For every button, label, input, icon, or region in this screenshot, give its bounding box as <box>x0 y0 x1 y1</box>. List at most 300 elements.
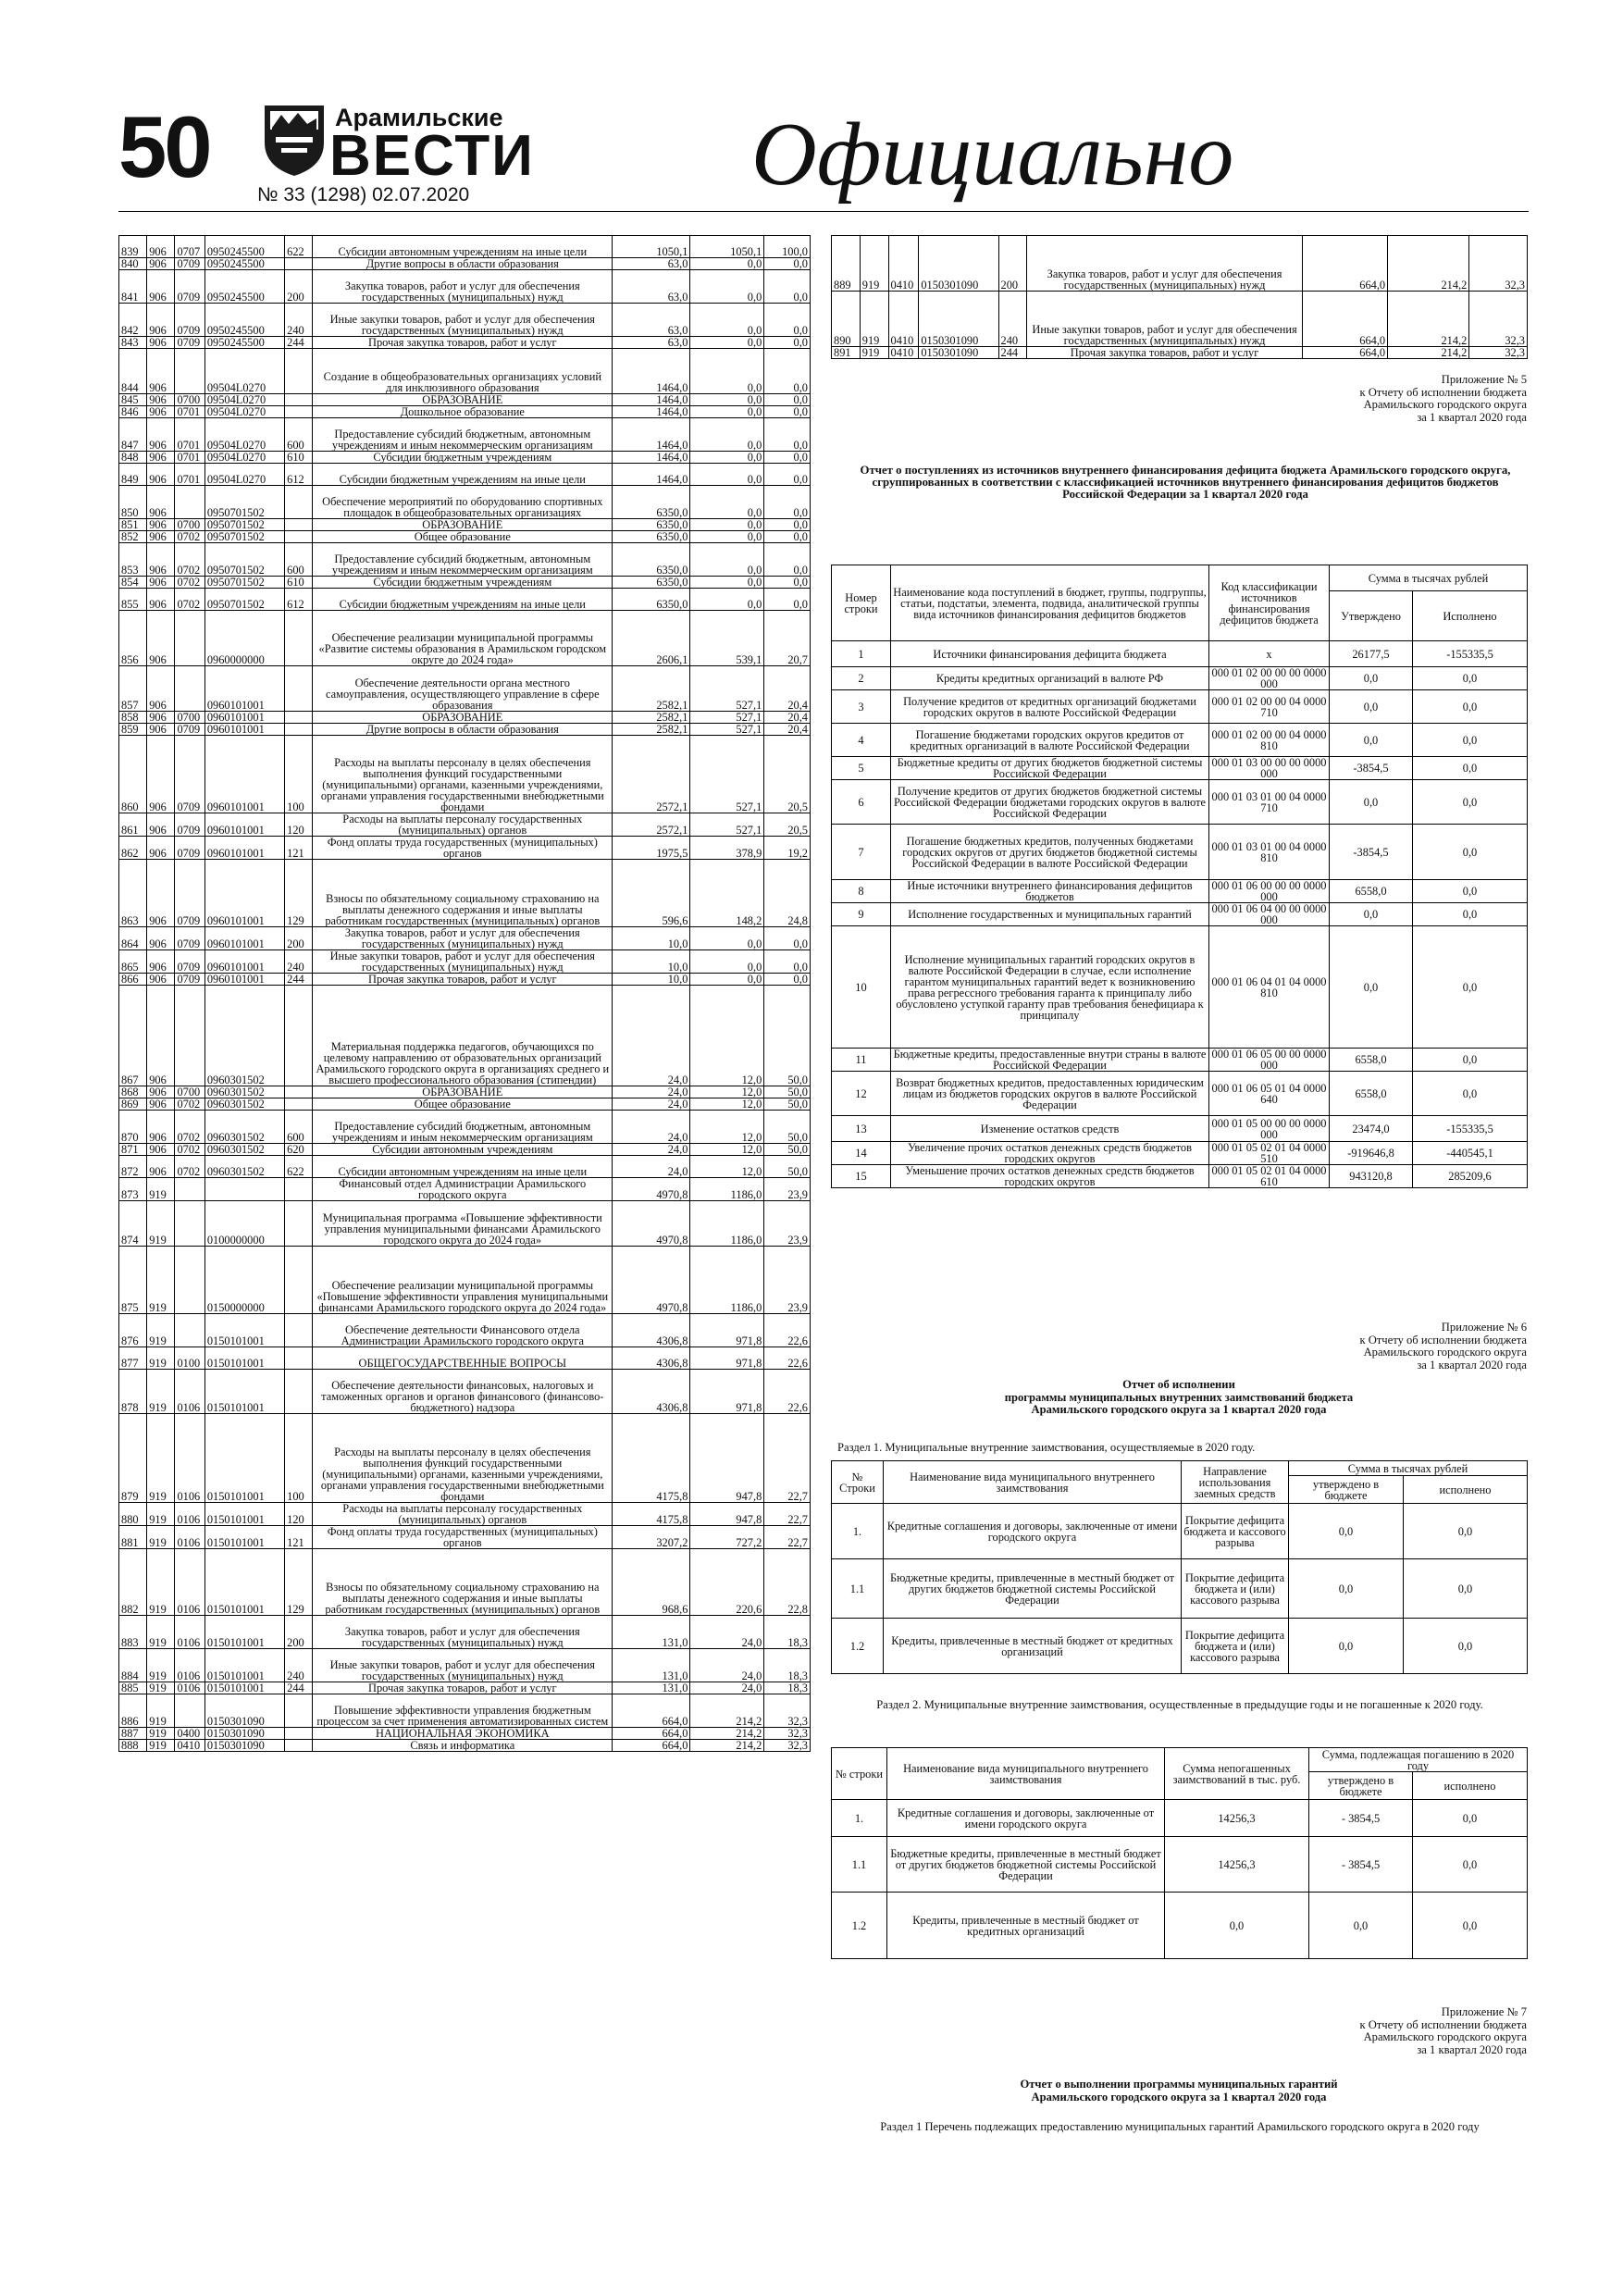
cell-col-7: 24,0 <box>690 1682 764 1694</box>
cell-col-2: 0702 <box>175 1156 204 1178</box>
cell-col-0: 860 <box>119 736 147 813</box>
cell-col-3: 0150301090 <box>919 347 998 359</box>
expenditure-row <box>119 1728 811 1740</box>
cell-col-8: 0,0 <box>764 464 811 486</box>
cell-col-5: Фонд оплаты труда государственных (муниципальных) органов <box>313 837 613 860</box>
cell-col-3: 09504L0270 <box>204 394 284 406</box>
expenditure-row <box>119 1314 811 1347</box>
cell-col-4: 244 <box>285 1682 313 1694</box>
cell-col-3: 0950701502 <box>204 531 284 543</box>
expenditure-row <box>119 611 811 666</box>
cell-col-1: 906 <box>147 577 175 589</box>
cell-col-6: 2572,1 <box>613 813 690 837</box>
cell-col-2: 000 01 02 00 00 00 0000 000 <box>1209 667 1330 690</box>
cell-col-2: 0702 <box>175 589 204 611</box>
expenditure-row <box>119 270 811 304</box>
cell-col-8: 18,3 <box>764 1616 811 1649</box>
expenditure-row <box>119 927 811 950</box>
cell-col-3: 0960101001 <box>204 974 284 986</box>
expenditure-row <box>832 292 1528 347</box>
cell-col-1: 906 <box>147 394 175 406</box>
annex-5-table <box>831 565 1528 1188</box>
cell-col-5: Расходы на выплаты персоналу государственных (муниципальных) органов <box>313 1503 613 1526</box>
cell-col-4: 610 <box>285 452 313 464</box>
cell-col-5: Закупка товаров, работ и услуг для обеспечения государственных (муниципальных) нужд <box>313 1616 613 1649</box>
cell-col-0: 866 <box>119 974 147 986</box>
cell-col-3: 0,0 <box>1289 1559 1404 1619</box>
cell-col-6: 131,0 <box>613 1649 690 1682</box>
cell-col-2: 0707 <box>175 236 204 258</box>
cell-col-5: Закупка товаров, работ и услуг для обеспечения государственных (муниципальных) нужд <box>313 927 613 950</box>
cell-col-4: 240 <box>285 950 313 974</box>
cell-col-0: 1.2 <box>832 1619 884 1674</box>
cell-col-2: 000 01 03 01 00 04 0000 810 <box>1209 825 1330 880</box>
annex-7-title-1: Отчет о выполнении программы муниципальных гарантий <box>1020 2078 1338 2091</box>
cell-col-7: 378,9 <box>690 837 764 860</box>
cell-col-4 <box>285 406 313 418</box>
cell-col-7: 0,0 <box>690 349 764 394</box>
cell-col-1: 906 <box>147 464 175 486</box>
col-header-name: Наименование кода поступлений в бюджет, группы, подгруппы, статьи, подстатьи, элемента, подвида, аналитической группы вида источников финансирования дефицитов бюджетов <box>891 565 1209 641</box>
expenditure-row <box>119 986 811 1086</box>
t1-header-num: № Строки <box>832 1461 884 1504</box>
cell-col-0: 878 <box>119 1370 147 1414</box>
cell-col-2: 000 01 02 00 00 04 0000 710 <box>1209 690 1330 724</box>
cell-col-6: 1464,0 <box>613 406 690 418</box>
cell-col-4: 0,0 <box>1413 903 1528 926</box>
cell-col-6: 664,0 <box>613 1694 690 1728</box>
cell-col-2: 0106 <box>175 1526 204 1549</box>
annex-7-line-1: Приложение № 7 <box>1441 2005 1527 2018</box>
cell-col-2: 000 01 06 04 00 00 0000 000 <box>1209 903 1330 926</box>
cell-col-3: 0150101001 <box>204 1616 284 1649</box>
cell-col-0: 884 <box>119 1649 147 1682</box>
cell-col-7: 0,0 <box>690 394 764 406</box>
cell-col-4: 200 <box>285 270 313 304</box>
cell-col-1: Уменьшение прочих остатков денежных средств бюджетов городских округов <box>891 1165 1209 1188</box>
cell-col-2: 0701 <box>175 452 204 464</box>
t2-header-sum: Сумма, подлежащая погашению в 2020 году <box>1309 1748 1528 1772</box>
cell-col-3: 0950245500 <box>204 270 284 304</box>
cell-col-0: 870 <box>119 1111 147 1144</box>
cell-col-1: 906 <box>147 349 175 394</box>
expenditure-row <box>119 406 811 418</box>
cell-col-6: 24,0 <box>613 986 690 1086</box>
cell-col-7: 0,0 <box>690 452 764 464</box>
cell-col-1: 919 <box>860 292 888 347</box>
cell-col-2: 0702 <box>175 1111 204 1144</box>
cell-col-2: 000 01 06 05 00 00 0000 000 <box>1209 1049 1330 1072</box>
cell-col-4: 120 <box>285 1503 313 1526</box>
cell-col-4 <box>285 1370 313 1414</box>
cell-col-7: 947,8 <box>690 1414 764 1503</box>
cell-col-6: 596,6 <box>613 860 690 927</box>
cell-col-1: Бюджетные кредиты, привлеченные в местный бюджет от других бюджетов бюджетной системы Российской Федерации <box>884 1559 1182 1619</box>
cell-col-3: 0960101001 <box>204 712 284 724</box>
cell-col-6: 1975,5 <box>613 837 690 860</box>
cell-col-7: 0,0 <box>690 418 764 452</box>
annex-6-line-3: Арамильского городского округа <box>1363 1346 1527 1359</box>
cell-col-0: 1.2 <box>832 1893 887 1959</box>
cell-col-1: Получение кредитов от кредитных организаций бюджетами городских округов в валюте Российской Федерации <box>891 690 1209 724</box>
cell-col-5: Иные закупки товаров, работ и услуг для обеспечения государственных (муниципальных) нужд <box>1027 292 1303 347</box>
cell-col-7: 214,2 <box>1388 347 1469 359</box>
cell-col-8: 0,0 <box>764 543 811 577</box>
expenditure-row <box>119 543 811 577</box>
cell-col-4: 200 <box>285 1616 313 1649</box>
cell-col-3: 0960301502 <box>204 1098 284 1111</box>
expenditure-row <box>119 1414 811 1503</box>
expenditure-row <box>119 813 811 837</box>
annex-6-line-2: к Отчету об исполнении бюджета <box>1359 1333 1527 1347</box>
cell-col-1: 906 <box>147 1086 175 1098</box>
cell-col-1: 906 <box>147 724 175 736</box>
cell-col-4 <box>285 1740 313 1752</box>
cell-col-1: 919 <box>147 1526 175 1549</box>
cell-col-7: 12,0 <box>690 986 764 1086</box>
cell-col-2: 0106 <box>175 1682 204 1694</box>
cell-col-4: 0,0 <box>1413 1049 1528 1072</box>
cell-col-6: 24,0 <box>613 1086 690 1098</box>
cell-col-8: 50,0 <box>764 1111 811 1144</box>
cell-col-0: 857 <box>119 666 147 712</box>
cell-col-8: 32,3 <box>1469 347 1528 359</box>
cell-col-5: Предоставление субсидий бюджетным, автономным учреждениям и иным некоммерческим организациям <box>313 418 613 452</box>
source-row <box>832 903 1528 926</box>
cell-col-7: 0,0 <box>690 577 764 589</box>
cell-col-8: 0,0 <box>764 258 811 270</box>
cell-col-0: 13 <box>832 1116 891 1142</box>
cell-col-3: 0950701502 <box>204 577 284 589</box>
expenditure-row <box>119 1649 811 1682</box>
source-row <box>832 1165 1528 1188</box>
cell-col-0: 840 <box>119 258 147 270</box>
cell-col-0: 4 <box>832 724 891 757</box>
cell-col-6: 1464,0 <box>613 452 690 464</box>
expenditure-row <box>119 1526 811 1549</box>
cell-col-8: 24,8 <box>764 860 811 927</box>
expenditure-row <box>119 666 811 712</box>
cell-col-8: 0,0 <box>764 406 811 418</box>
cell-col-6: 4306,8 <box>613 1347 690 1370</box>
cell-col-3: 0960301502 <box>204 1111 284 1144</box>
cell-col-0: 863 <box>119 860 147 927</box>
cell-col-4: 0,0 <box>1413 757 1528 780</box>
cell-col-5: Дошкольное образование <box>313 406 613 418</box>
cell-col-3: 0150101001 <box>204 1503 284 1526</box>
cell-col-1: 919 <box>147 1549 175 1616</box>
cell-col-0: 846 <box>119 406 147 418</box>
cell-col-3: 0950701502 <box>204 543 284 577</box>
expenditure-row <box>119 724 811 736</box>
cell-col-3: 09504L0270 <box>204 406 284 418</box>
cell-col-4: 622 <box>285 236 313 258</box>
cell-col-8: 0,0 <box>764 486 811 519</box>
cell-col-8: 22,6 <box>764 1370 811 1414</box>
cell-col-5: Расходы на выплаты персоналу государственных (муниципальных) органов <box>313 813 613 837</box>
expenditure-row <box>119 712 811 724</box>
cell-col-1: 906 <box>147 531 175 543</box>
cell-col-6: 4970,8 <box>613 1201 690 1247</box>
cell-col-7: 24,0 <box>690 1616 764 1649</box>
cell-col-2: 0410 <box>888 347 919 359</box>
cell-col-7: 214,2 <box>1388 236 1469 292</box>
cell-col-3: 0150101001 <box>204 1414 284 1503</box>
cell-col-1: Изменение остатков средств <box>891 1116 1209 1142</box>
cell-col-1: 906 <box>147 837 175 860</box>
cell-col-4: 120 <box>285 813 313 837</box>
cell-col-4: 200 <box>285 927 313 950</box>
cell-col-0: 877 <box>119 1347 147 1370</box>
cell-col-2: 14256,3 <box>1165 1800 1309 1837</box>
cell-col-6: 24,0 <box>613 1156 690 1178</box>
cell-col-6: 63,0 <box>613 337 690 349</box>
cell-col-3: 0,0 <box>1330 724 1413 757</box>
expenditure-row <box>119 1086 811 1098</box>
cell-col-5: Обеспечение деятельности Финансового отдела Администрации Арамильского городского округа <box>313 1314 613 1347</box>
cell-col-1: 919 <box>147 1347 175 1370</box>
cell-col-6: 1050,1 <box>613 236 690 258</box>
cell-col-4 <box>285 986 313 1086</box>
cell-col-6: 1464,0 <box>613 418 690 452</box>
cell-col-3: 0150101001 <box>204 1549 284 1616</box>
cell-col-7: 0,0 <box>690 519 764 531</box>
page-number: 50 <box>118 98 210 195</box>
cell-col-3: 09504L0270 <box>204 464 284 486</box>
cell-col-0: 845 <box>119 394 147 406</box>
source-row <box>832 1072 1528 1116</box>
cell-col-3: 0150101001 <box>204 1526 284 1549</box>
cell-col-0: 865 <box>119 950 147 974</box>
cell-col-7: 0,0 <box>690 974 764 986</box>
cell-col-2 <box>175 1178 204 1201</box>
cell-col-4: -155335,5 <box>1413 1116 1528 1142</box>
cell-col-4 <box>285 349 313 394</box>
cell-col-0: 839 <box>119 236 147 258</box>
cell-col-0: 867 <box>119 986 147 1086</box>
cell-col-3: 6558,0 <box>1330 880 1413 903</box>
cell-col-0: 850 <box>119 486 147 519</box>
cell-col-4: 0,0 <box>1413 1837 1528 1893</box>
coat-of-arms-icon <box>257 102 331 180</box>
cell-col-7: 971,8 <box>690 1314 764 1347</box>
cell-col-1: 906 <box>147 589 175 611</box>
cell-col-6: 4306,8 <box>613 1314 690 1347</box>
cell-col-6: 24,0 <box>613 1098 690 1111</box>
cell-col-1: 906 <box>147 1098 175 1111</box>
cell-col-4 <box>285 1201 313 1247</box>
cell-col-6: 2582,1 <box>613 666 690 712</box>
cell-col-3: 0,0 <box>1330 780 1413 825</box>
cell-col-0: 6 <box>832 780 891 825</box>
expenditure-row <box>119 1144 811 1156</box>
cell-col-8: 32,3 <box>1469 236 1528 292</box>
cell-col-1: 919 <box>860 347 888 359</box>
cell-col-6: 4970,8 <box>613 1178 690 1201</box>
cell-col-0: 856 <box>119 611 147 666</box>
cell-col-4: 0,0 <box>1413 690 1528 724</box>
cell-col-2: 0106 <box>175 1370 204 1414</box>
cell-col-5: Закупка товаров, работ и услуг для обеспечения государственных (муниципальных) нужд <box>1027 236 1303 292</box>
cell-col-2: 0709 <box>175 304 204 337</box>
expenditure-row <box>119 1201 811 1247</box>
cell-col-2 <box>175 1201 204 1247</box>
annex-6-table-2 <box>831 1747 1528 1959</box>
cell-col-4: 0,0 <box>1413 1800 1528 1837</box>
cell-col-3: 0960101001 <box>204 927 284 950</box>
cell-col-2 <box>175 986 204 1086</box>
cell-col-7: 971,8 <box>690 1347 764 1370</box>
borrowing-row <box>832 1504 1528 1559</box>
cell-col-3: - 3854,5 <box>1309 1800 1413 1837</box>
cell-col-2 <box>175 486 204 519</box>
cell-col-1: 906 <box>147 452 175 464</box>
cell-col-4: 0,0 <box>1413 926 1528 1049</box>
cell-col-8: 0,0 <box>764 577 811 589</box>
annex-7-line-2: к Отчету об исполнении бюджета <box>1359 2017 1527 2031</box>
cell-col-8: 0,0 <box>764 974 811 986</box>
cell-col-5: Иные закупки товаров, работ и услуг для обеспечения государственных (муниципальных) нужд <box>313 1649 613 1682</box>
source-row <box>832 1142 1528 1165</box>
cell-col-3: 0950245500 <box>204 236 284 258</box>
cell-col-5: Взносы по обязательному социальному страхованию на выплаты денежного содержания и иные выплаты работникам государственных (муниципальных) органов <box>313 860 613 927</box>
cell-col-1: Исполнение муниципальных гарантий городских округов в валюте Российской Федерации в случае, если исполнение гарантом муниципальных гарантий ведет к возникновению права регрессного требования гаранта к принципалу либо обусловлено уступкой гаранту прав требования бенефициара к принципалу <box>891 926 1209 1049</box>
cell-col-3: 0,0 <box>1289 1619 1404 1674</box>
cell-col-6: 131,0 <box>613 1682 690 1694</box>
expenditure-row <box>119 258 811 270</box>
cell-col-3: 0150101001 <box>204 1347 284 1370</box>
cell-col-7: 12,0 <box>690 1156 764 1178</box>
cell-col-2: 0709 <box>175 736 204 813</box>
cell-col-7: 12,0 <box>690 1098 764 1111</box>
cell-col-8: 0,0 <box>764 270 811 304</box>
expenditure-row <box>119 337 811 349</box>
cell-col-4: 129 <box>285 1549 313 1616</box>
cell-col-4 <box>285 1247 313 1314</box>
cell-col-7: 0,0 <box>690 531 764 543</box>
cell-col-1: 906 <box>147 1156 175 1178</box>
cell-col-4: 600 <box>285 1111 313 1144</box>
source-row <box>832 724 1528 757</box>
cell-col-0: 1. <box>832 1800 887 1837</box>
cell-col-8: 32,3 <box>764 1694 811 1728</box>
cell-col-8: 23,9 <box>764 1247 811 1314</box>
cell-col-0: 1. <box>832 1504 884 1559</box>
cell-col-3: 0,0 <box>1289 1504 1404 1559</box>
cell-col-8: 22,6 <box>764 1314 811 1347</box>
cell-col-8: 32,3 <box>1469 292 1528 347</box>
cell-col-3: 0960101001 <box>204 724 284 736</box>
expenditure-row <box>119 974 811 986</box>
cell-col-4: 0,0 <box>1413 880 1528 903</box>
annex-5-line-4: за 1 квартал 2020 года <box>1417 410 1527 424</box>
issue-number: № 33 (1298) 02.07.2020 <box>257 184 470 205</box>
source-row <box>832 667 1528 690</box>
expenditure-row <box>119 860 811 927</box>
cell-col-0: 881 <box>119 1526 147 1549</box>
cell-col-1: 906 <box>147 736 175 813</box>
cell-col-1: 906 <box>147 860 175 927</box>
cell-col-7: 527,1 <box>690 736 764 813</box>
cell-col-0: 844 <box>119 349 147 394</box>
cell-col-5: Прочая закупка товаров, работ и услуг <box>313 1682 613 1694</box>
t2-header-debt: Сумма непогашенных заимствований в тыс. руб. <box>1165 1748 1309 1800</box>
cell-col-0: 887 <box>119 1728 147 1740</box>
source-row <box>832 825 1528 880</box>
cell-col-1: 906 <box>147 486 175 519</box>
cell-col-3: 0950245500 <box>204 337 284 349</box>
cell-col-4 <box>285 712 313 724</box>
cell-col-3: 6558,0 <box>1330 1049 1413 1072</box>
cell-col-0: 879 <box>119 1414 147 1503</box>
cell-col-7: 12,0 <box>690 1111 764 1144</box>
cell-col-4: 0,0 <box>1413 1893 1528 1959</box>
cell-col-3: 0950701502 <box>204 519 284 531</box>
cell-col-1: 919 <box>147 1370 175 1414</box>
cell-col-0: 875 <box>119 1247 147 1314</box>
cell-col-6: 6350,0 <box>613 543 690 577</box>
cell-col-5: НАЦИОНАЛЬНАЯ ЭКОНОМИКА <box>313 1728 613 1740</box>
expenditure-row <box>119 418 811 452</box>
header-divider <box>118 211 1529 212</box>
cell-col-8: 22,6 <box>764 1347 811 1370</box>
cell-col-4: 240 <box>998 292 1027 347</box>
annex-7-section-1: Раздел 1 Перечень подлежащих предоставлению муниципальных гарантий Арамильского городского округа в 2020 году <box>880 2120 1480 2133</box>
cell-col-4 <box>285 486 313 519</box>
cell-col-1: Источники финансирования дефицита бюджета <box>891 641 1209 667</box>
cell-col-7: 0,0 <box>690 270 764 304</box>
cell-col-0: 861 <box>119 813 147 837</box>
cell-col-6: 4175,8 <box>613 1414 690 1503</box>
cell-col-1: 919 <box>147 1314 175 1347</box>
cell-col-5: Другие вопросы в области образования <box>313 724 613 736</box>
cell-col-7: 0,0 <box>690 486 764 519</box>
cell-col-8: 20,4 <box>764 724 811 736</box>
cell-col-7: 727,2 <box>690 1526 764 1549</box>
cell-col-0: 873 <box>119 1178 147 1201</box>
cell-col-8: 0,0 <box>764 950 811 974</box>
cell-col-8: 20,5 <box>764 736 811 813</box>
cell-col-2: 0701 <box>175 406 204 418</box>
cell-col-8: 50,0 <box>764 1086 811 1098</box>
cell-col-1: Иные источники внутреннего финансирования дефицитов бюджетов <box>891 880 1209 903</box>
cell-col-7: 1050,1 <box>690 236 764 258</box>
cell-col-2: 0106 <box>175 1549 204 1616</box>
cell-col-3: 0,0 <box>1330 926 1413 1049</box>
cell-col-4: -440545,1 <box>1413 1142 1528 1165</box>
cell-col-2: 0709 <box>175 860 204 927</box>
cell-col-8: 0,0 <box>764 418 811 452</box>
borrowing-row <box>832 1619 1528 1674</box>
cell-col-2: 0709 <box>175 950 204 974</box>
cell-col-3: 0,0 <box>1330 667 1413 690</box>
cell-col-5: Предоставление субсидий бюджетным, автономным учреждениям и иным некоммерческим организациям <box>313 1111 613 1144</box>
cell-col-7: 214,2 <box>690 1728 764 1740</box>
cell-col-0: 852 <box>119 531 147 543</box>
cell-col-2: 000 01 03 01 00 04 0000 710 <box>1209 780 1330 825</box>
cell-col-2: 0709 <box>175 724 204 736</box>
cell-col-1: 919 <box>147 1414 175 1503</box>
annex-6-section-2: Раздел 2. Муниципальные внутренние заимствования, осуществленные в предыдущие годы и не погашенные к 2020 году. <box>876 1698 1483 1711</box>
cell-col-1: 919 <box>147 1649 175 1682</box>
cell-col-6: 131,0 <box>613 1616 690 1649</box>
cell-col-5: ОБРАЗОВАНИЕ <box>313 712 613 724</box>
cell-col-2: 0410 <box>888 292 919 347</box>
cell-col-6: 664,0 <box>1302 347 1387 359</box>
cell-col-2 <box>175 1694 204 1728</box>
cell-col-0: 841 <box>119 270 147 304</box>
cell-col-6: 1464,0 <box>613 464 690 486</box>
